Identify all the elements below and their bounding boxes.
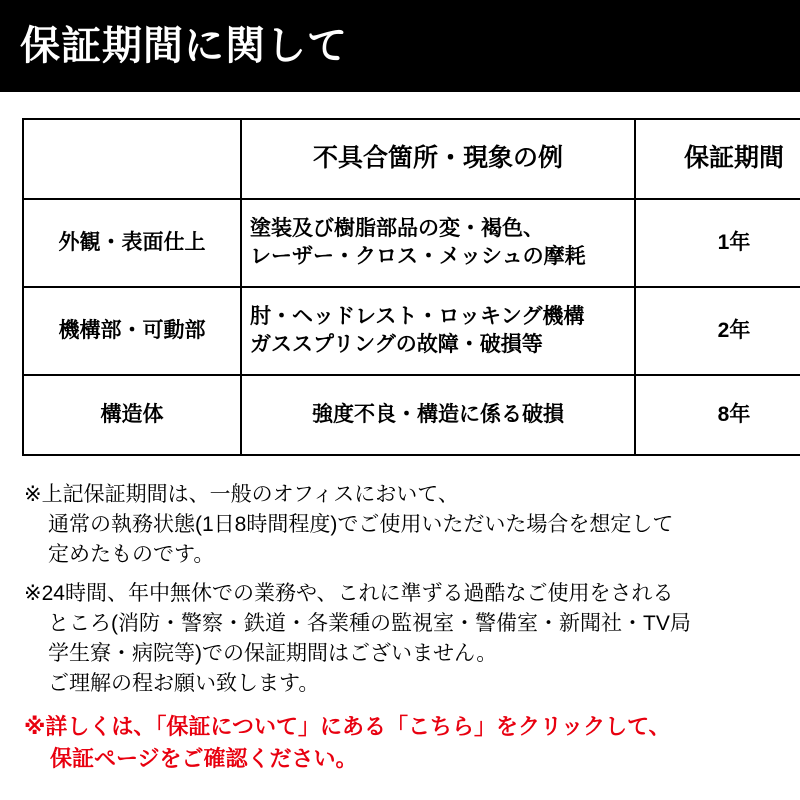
note-item-highlight (24, 711, 778, 775)
cell-period: 8年 (635, 375, 800, 455)
description-line: レーザー・クロス・メッシュの摩耗 (250, 245, 586, 268)
warranty-table (22, 118, 800, 456)
description-line: 肘・ヘッドレスト・ロッキング機構 (250, 304, 585, 328)
cell-part: 構造体 (23, 375, 241, 455)
header-band (0, 0, 800, 92)
cell-description (241, 375, 635, 455)
note-line: ご理解の程お願い致します。 (48, 671, 320, 695)
table-header-row (23, 119, 800, 199)
cell-description (241, 287, 635, 375)
description-line: ガススプリングの故障・破損等 (250, 333, 543, 356)
cell-part: 機構部・可動部 (23, 287, 241, 375)
warranty-table-container (0, 92, 800, 456)
table-row (23, 199, 800, 287)
cell-period: 2年 (635, 287, 800, 375)
cell-period: 1年 (635, 199, 800, 287)
note-line: 定めたものです。 (48, 542, 215, 566)
note-line: ※上記保証期間は、一般のオフィスにおいて、 (24, 483, 459, 506)
table-row (23, 375, 800, 455)
description-line: 塗装及び樹脂部品の変・褐色、 (250, 216, 544, 240)
cell-part: 外観・表面仕上 (23, 199, 241, 287)
note-item (24, 480, 778, 569)
page-title: 保証期間に関して (20, 24, 348, 68)
note-line: ※詳しくは、「保証について」にある「こちら」をクリックして、 (24, 713, 671, 739)
column-header-description: 不具合箇所・現象の例 (241, 119, 635, 199)
notes-section (0, 456, 800, 774)
note-line: ※24時間、年中無休での業務や、これに準ずる過酷なご使用をされる (24, 582, 674, 606)
cell-description (241, 199, 635, 287)
description-line: 強度不良・構造に係る破損 (312, 402, 564, 426)
table-header (23, 119, 800, 199)
table-row (23, 287, 800, 375)
note-line: 通常の執務状態(1日8時間程度)でご使用いただいた場合を想定して (48, 512, 674, 536)
note-line: 学生寮・病院等)での保証期間はございません。 (48, 642, 498, 666)
column-header-part (23, 119, 241, 199)
column-header-period: 保証期間 (635, 119, 800, 199)
note-item (24, 579, 778, 698)
note-line: ところ(消防・警察・鉄道・各業種の監視室・警備室・新聞社・TV局 (48, 612, 691, 636)
table-body (23, 199, 800, 455)
note-line: 保証ページをご確認ください。 (50, 745, 358, 771)
